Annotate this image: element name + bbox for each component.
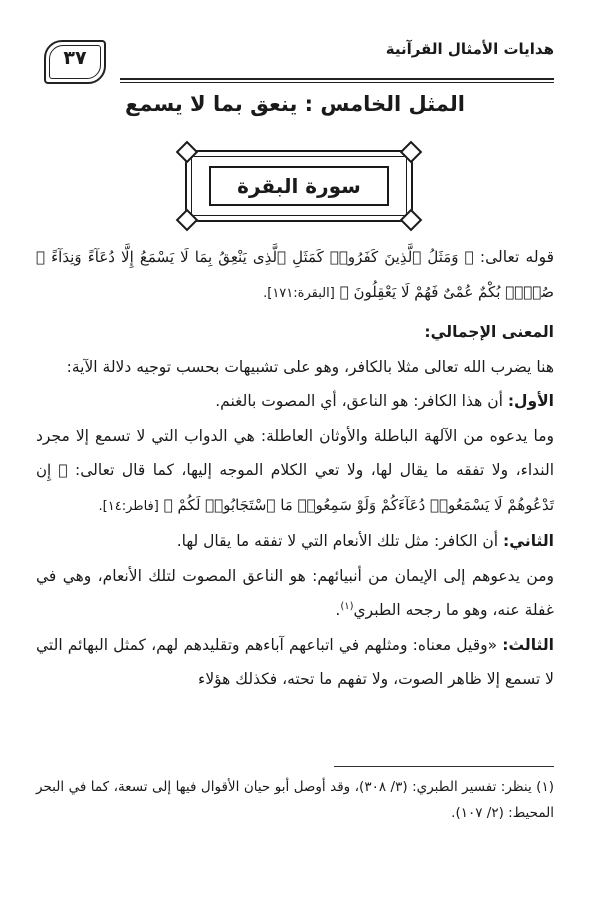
second-label: الثاني: [503,532,554,550]
general-meaning-heading: المعنى الإجمالي: [424,323,554,341]
third-interpretation [36,628,554,697]
surah-title-frame [185,150,413,222]
frame-corner-ornament [176,209,199,232]
second-text: أن الكافر: مثل تلك الأنعام التي لا تفقه ما يقال لها. [176,532,499,550]
footnote-marker: (١) [340,600,354,612]
second-interpretation [36,524,554,559]
prophets-text: ومن يدعوهم إلى الإيمان من أنبيائهم: هو الناعق المصوت لتلك الأنعام، وهي في غفلة عنه، وهو ما رجحه الطبري [36,566,554,619]
verse-reference: [البقرة:١٧١]. [263,285,335,301]
footnote-separator [334,766,554,767]
general-meaning-heading-paragraph [36,315,554,350]
surah-title: سورة البقرة [237,174,361,198]
frame-corner-ornament [176,141,199,164]
page-header [36,40,554,84]
section-title: المثل الخامس : ينعق بما لا يسمع [125,92,465,116]
false-gods-paragraph [36,419,554,525]
verse-paragraph [36,240,554,311]
quran-verse-fatir: ﴿ إِن تَدْعُوهُمْ لَا يَسْمَعُوا۟ دُعَآءَكُمْ وَلَوْ سَمِعُوا۟ مَا ٱسْتَجَابُوا۟ لَكُمْ ﴾ [36,461,554,514]
main-text [36,240,554,697]
false-gods-text: وما يدعوه من الآلهة الباطلة والأوثان العاطلة: هي الدواب التي لا تسمع إلا مجرد النداء، ولا تفقه ما يقال لها، ولا تعي الكلام الموجه إليها، كما قال تعالى: [36,426,555,479]
page-number: ٣٧ [63,47,87,69]
footnotes [36,774,554,826]
page-number-frame [36,40,114,84]
running-title: هدايات الأمثال القرآنية [385,40,554,58]
general-meaning-text: هنا يضرب الله تعالى مثلا بالكافر، وهو على تشبيهات بحسب توجيه دلالة الآية: [66,357,554,376]
frame-corner-ornament [400,141,423,164]
surah-title-inner [209,166,389,206]
header-rule [120,78,554,80]
verse-reference-fatir: [فاطر:١٤]. [98,498,159,514]
verse-intro: قوله تعالى: [479,248,554,266]
third-text: «وقيل معناه: ومثلهم في اتباعهم آباءهم وتقليدهم لهم، كمثل البهائم التي لا تسمع إلا ظاهر الصوت، ولا تفهم ما تحته، فكذلك هؤلاء [36,635,554,688]
header-rule-thin [120,82,554,83]
footnote-1: (١) ينظر: تفسير الطبري: (٣/ ٣٠٨)، وقد أوصل أبو حيان الأقوال فيها إلى تسعة، كما في البحر المحيط: (٢/ ١٠٧). [36,779,554,821]
prophets-paragraph: ومن يدعوهم إلى الإيمان من أنبيائهم: هو الناعق المصوت لتلك الأنعام، وهي في غفلة عنه، وهو ما رجحه الطبري$^{(١)}$. [36,566,554,619]
first-label: الأول: [507,392,554,410]
third-label: الثالث: [502,635,554,654]
first-interpretation [36,384,554,419]
frame-corner-ornament [400,209,423,232]
first-text: أن هذا الكافر: هو الناعق، أي المصوت بالغنم. [215,392,503,410]
quran-verse: ﴿ وَمَثَلُ ٱلَّذِينَ كَفَرُوا۟ كَمَثَلِ ٱلَّذِى يَنْعِقُ بِمَا لَا يَسْمَعُ إِلَّا دُعَآءً وَنِدَآءً ۚ صُمٌّۢ بُكْمٌ عُمْىٌ فَهُمْ لَا يَعْقِلُونَ ﴾ [36,248,554,301]
